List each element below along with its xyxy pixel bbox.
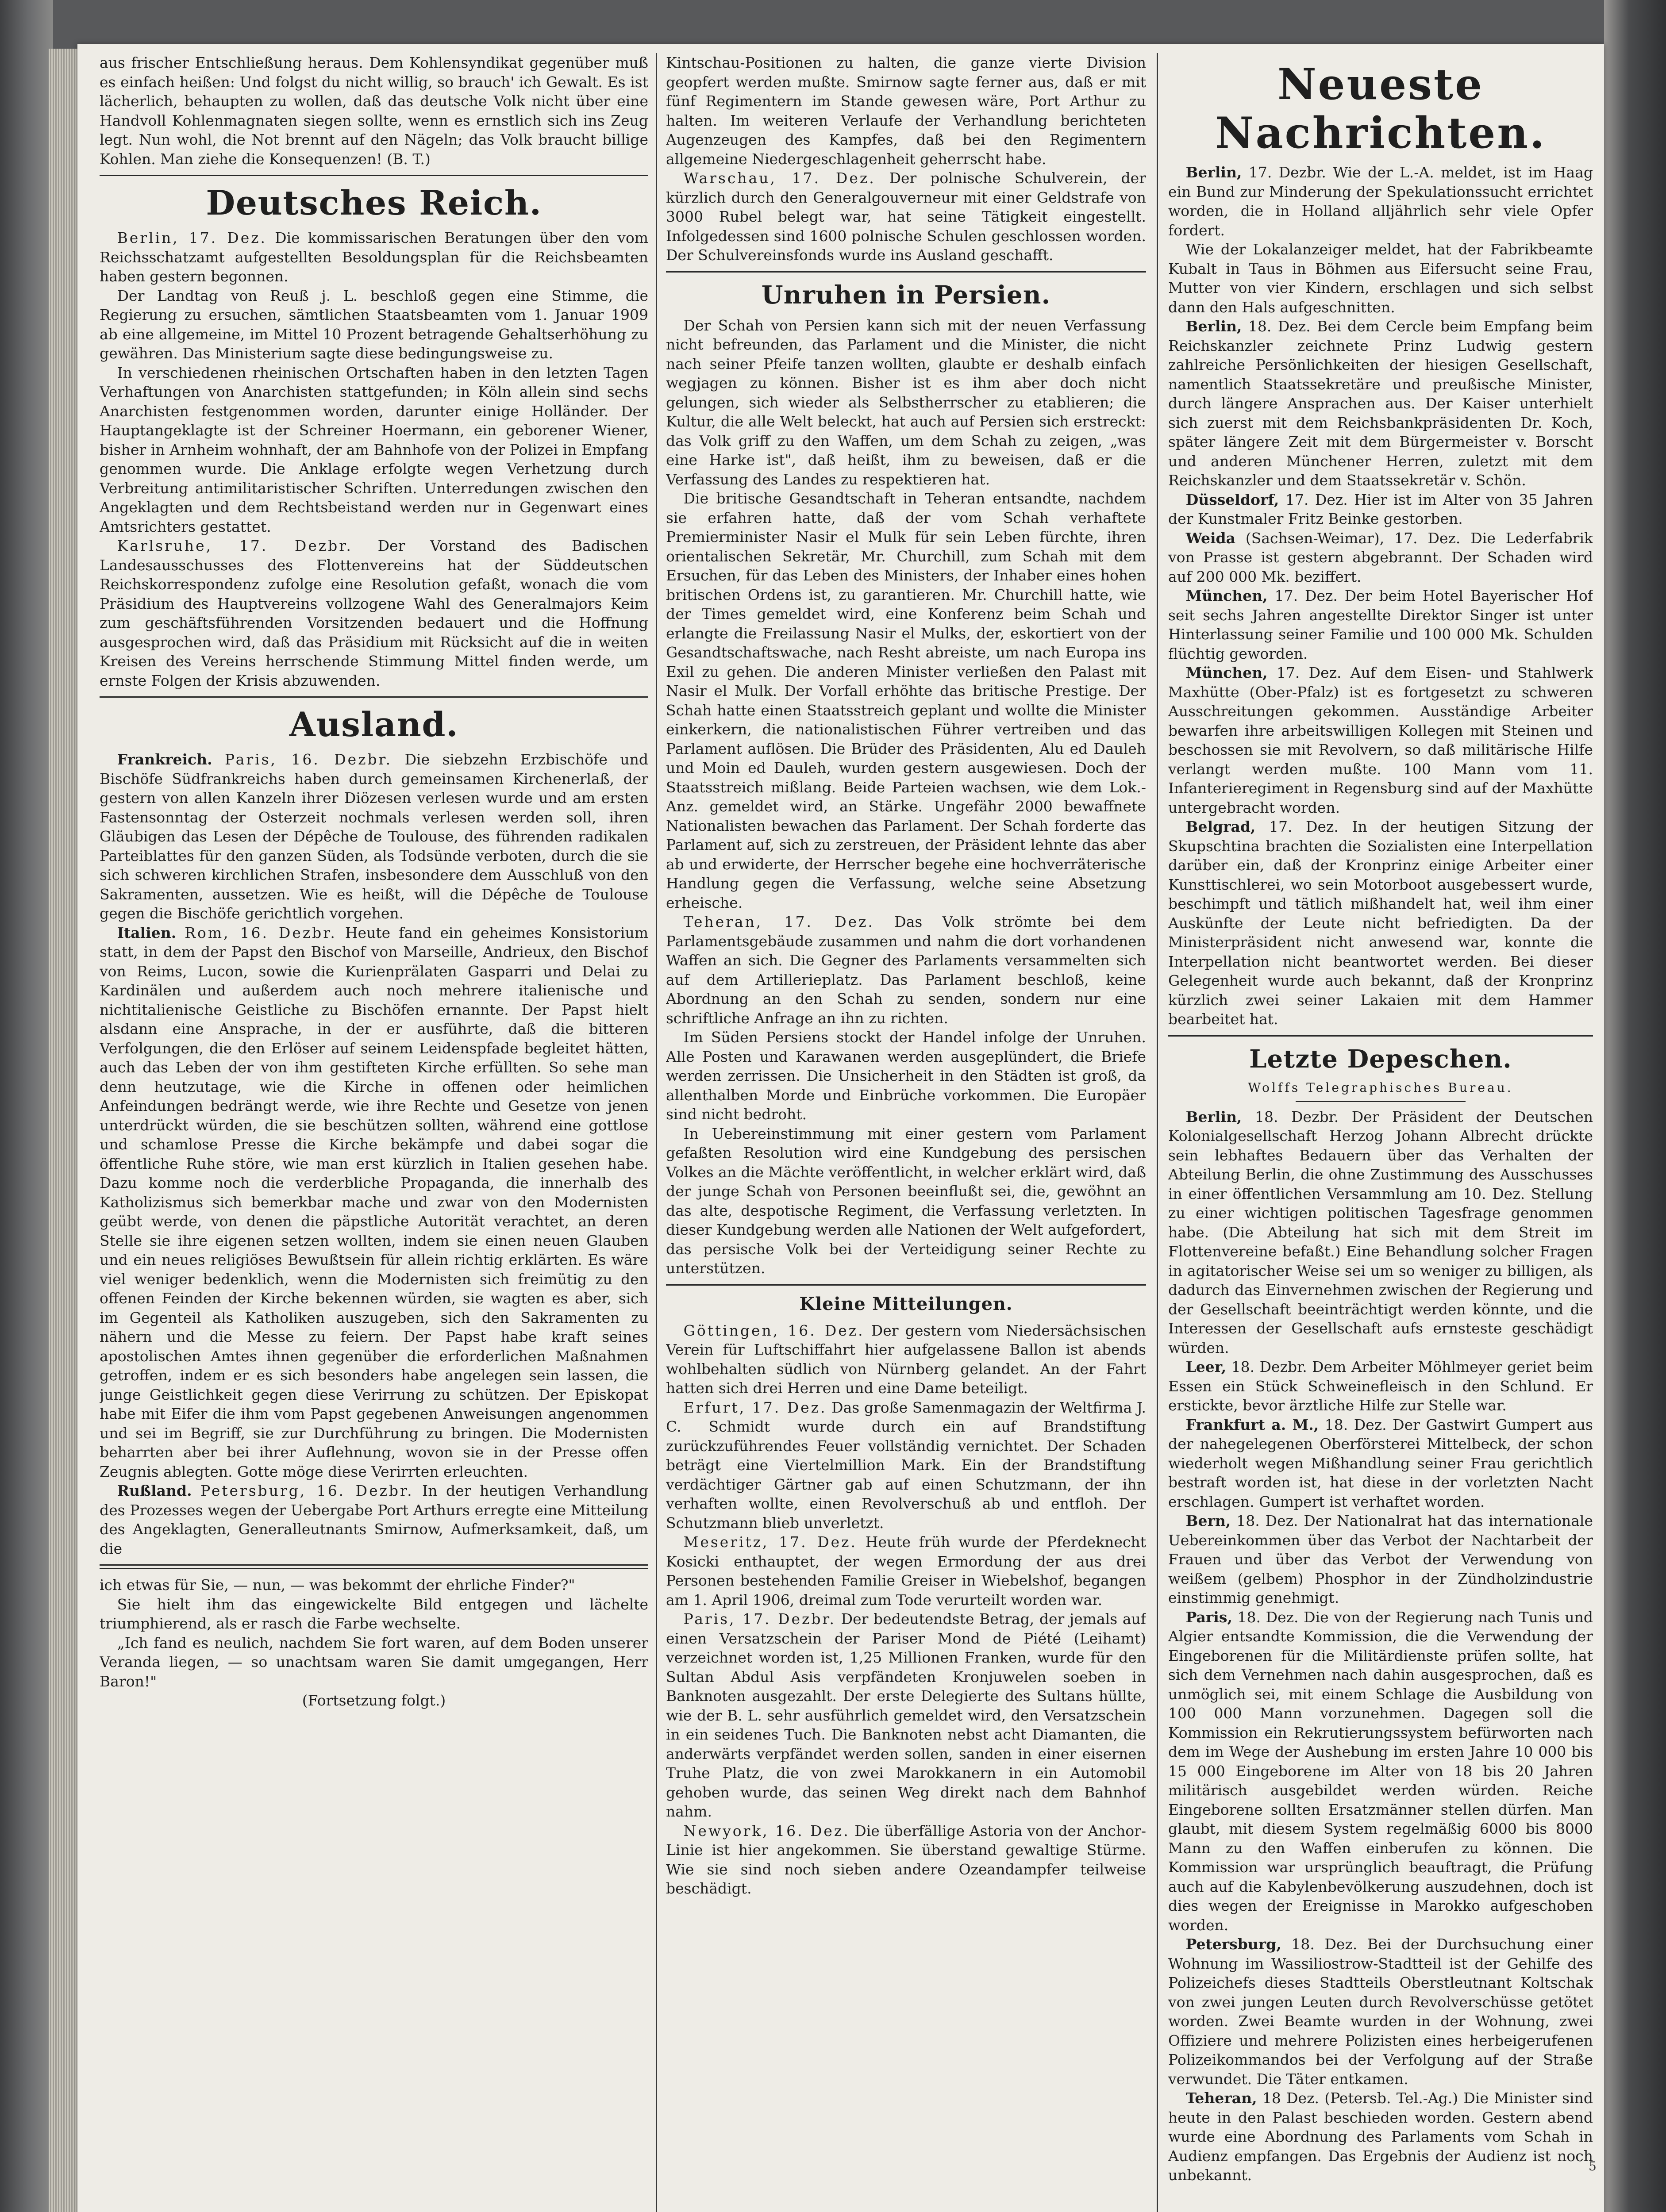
column-rule-2 — [1157, 53, 1158, 2212]
meseritz-item: Meseritz, 17. Dez. Heute früh wurde der Pferdeknecht Kosicki enthauptet, der wegen Ermordung der aus drei Personen bestehenden Familie Greiser in Wiebelshof, begangen am 1. April 1906, dreimal zum Tode verurteilt worden war. — [666, 1533, 1146, 1609]
news-item: Berlin, 18. Dez. Bei dem Cercle beim Empfang beim Reichskanzler zeichnete Prinz Ludwig gestern zahlreiche Persönlichkeiten der hiesigen Gesellschaft, namentlich Staatssekretäre und preußische Minister, durch längere Ansprachen aus. Der Kaiser unterhielt sich zuerst mit dem Reichsbankpräsidenten Dr. Koch, später längere Zeit mit dem Bürgermeister v. Borscht und anderen Münchener Herren, zuletzt mit dem Reichskanzler und dem Staatssekretär v. Schön. — [1168, 318, 1593, 489]
fortsetzung-note: (Fortsetzung folgt.) — [302, 1692, 446, 1709]
wolff-bureau-credit: Wolffs Telegraphisches Bureau. — [1248, 1080, 1513, 1095]
section-heading-ausland: Ausland. — [289, 705, 459, 744]
ausland-frankreich-item: Frankreich. Paris, 16. Dezbr. Die siebzehn Erzbischöfe und Bischöfe Südfrankreichs haben durch gemeinsamen Kirchenerlaß, der gestern von allen Kanzeln ihrer Diözesen verlesen wurde und am ersten Fastensonntag der Osterzeit nochmals verlesen werden soll, ihren Gläubigen das Lesen der Dépêche de Toulouse, des führenden radikalen Parteiblattes für den ganzen Süden, als Todsünde verboten, durch die sie sich schweren kirchlichen Strafen, insbesondere dem Ausschluß von den Sakramenten, aussetzen. Wie es heißt, will die Dépêche de Toulouse gegen die Bischöfe gerichtlich vorgehen. — [100, 751, 648, 922]
newyork-item: Newyork, 16. Dez. Die überfällige Astoria von der Anchor-Linie ist hier angekommen. Sie überstand gewaltige Stürme. Wie sie sind noch sieben andere Ozeandampfer teilweise beschädigt. — [666, 1822, 1146, 1897]
reich-berlin-item: Berlin, 17. Dez. Die kommissarischen Beratungen über den vom Reichsschatzamt aufgestellten Besoldungsplan für die Reichsbeamten haben gestern begonnen. — [100, 229, 648, 285]
page-marker: 5 — [1589, 2159, 1597, 2174]
news-item: Weida (Sachsen-Weimar), 17. Dez. Die Lederfabrik von Prasse ist gestern abgebrannt. Der Schaden wird auf 200 000 Mk. beziffert. — [1168, 529, 1593, 585]
paris-item: Paris, 17. Dezbr. Der bedeutendste Betrag, der jemals auf einen Versatzschein der Pariser Mond de Piété (Leihamt) verzeichnet worden ist, 1,25 Millionen Franken, wurde für den Sultan Abdul Asis verpfändeten Kronjuwelen soeben in Banknoten ausgezahlt. Der erste Delegierte des Sultans hüllte, wie der B. L. sehr ausführlich gemeldet wird, den Versatzschein in ein seidenes Tuch. Die Banknoten nebst acht Diamanten, die anderwärts verpfändet werden sollen, sanden in einer eisernen Truhe Platz, die von zwei Marokkanern in ein Automobil gehoben wurde, das seinen Weg direkt nach dem Bahnhof nahm. — [666, 1610, 1146, 1820]
feuilleton-paragraph: „Ich fand es neulich, nachdem Sie fort waren, auf dem Boden unserer Veranda liegen, — so unachtsam waren Sie damit umgegangen, Herr Baron!" — [100, 1634, 648, 1690]
news-item: Berlin, 17. Dezbr. Wie der L.-A. meldet, ist im Haag ein Bund zur Minderung der Spekulationssucht errichtet worden, die in Holland alljährlich sehr viele Opfer fordert. — [1168, 164, 1593, 239]
reich-rhein-item: In verschiedenen rheinischen Ortschaften haben in den letzten Tagen Verhaftungen von Anarchisten stattgefunden; in Köln allein sind sechs Anarchisten festgenommen worden, darunter einige Holländer. Der Hauptangeklagte ist der Schreiner Hoermann, ein geborener Wiener, bisher in Arnheim wohnhaft, der am Bahnhofe von der Polizei in Empfang genommen wurde. Die Anklage erfolgte wegen Verhetzung durch Verbreitung antimilitaristischer Schriften. Unterredungen zwischen den Angeklagten und dem Rechtsbeistand werden nur in Gegenwart eines Amtsrichters gestattet. — [100, 364, 648, 535]
kohlen-article-end: aus frischer Entschließung heraus. Dem Kohlensyndikat gegenüber muß es einfach heißen: Und folgst du nicht willig, so brauch' ich Gewalt. Es ist lächerlich, behaupten zu wollen, daß das deutsche Volk nicht über eine Handvoll Kohlenmagnaten siegen sollte, wenn es ernstlich sich ins Zeug legt. Nun wohl, die Not brennt auf den Nägeln; das Volk braucht billige Kohlen. Man ziehe die Konsequenzen! (B. T.) — [100, 54, 648, 168]
feuilleton-paragraph: ich etwas für Sie, — nun, — was bekommt der ehrliche Finder?" — [100, 1576, 575, 1594]
dateline: Berlin, 17. Dez. — [117, 229, 267, 246]
column-rule-1 — [656, 53, 657, 2212]
depesche-item: Berlin, 18. Dezbr. Der Präsident der Deutschen Kolonialgesellschaft Herzog Johann Albrecht drückte sein lebhaftes Bedauern über das Verhalten der Abteilung Berlin, die ohne Zustimmung des Ausschusses in einer öffentlichen Versammlung am 10. Dez. Stellung zu einer wichtigen politischen Tagesfrage genommen habe. (Die Abteilung hat sich mit dem Streit im Flottenvereine befaßt.) Eine Behandlung solcher Fragen in agitatorischer Weise sei um so weniger zu billigen, als dadurch das Einvernehmen zwischen der Regierung und der Gesellschaft beeinträchtigt werden könnte, und die Interessen der Gesellschaft aufs ernsteste geschädigt würden. — [1168, 1108, 1593, 1356]
depesche-item: Teheran, 18 Dez. (Petersb. Tel.-Ag.) Die Minister sind heute in den Palast beschieden worden. Gestern abend wurde eine Abordnung des Parlaments vom Schah in Audienz empfangen. Das Ergebnis der Audienz ist noch unbekannt. — [1168, 2089, 1593, 2184]
reich-karlsruhe-item: Karlsruhe, 17. Dezbr. Der Vorstand des Badischen Landesausschusses des Flottenvereins hat der Süddeutschen Reichskorrespondenz zufolge eine Resolution gefaßt, wonach die vom Präsidium des Hauptvereins vollzogene Wahl des Generalmajors Keim zum geschäftsführenden Vorsitzenden bedauert und die Hoffnung ausgesprochen wird, daß das Präsidium mit Rücksicht auf die in weiten Kreisen des Vereins herrschende Stimmung Mittel finden werde, um ernste Folgen der Krisis abzuwenden. — [100, 537, 648, 689]
goettingen-item: Göttingen, 16. Dez. Der gestern vom Niedersächsischen Verein für Luftschiffahrt hier aufgelassene Ballon ist abends wohlbehalten südlich von Nürnberg gelandet. An der Fahrt hatten sich drei Herren und eine Dame beteiligt. — [666, 1321, 1146, 1397]
news-item: Düsseldorf, 17. Dez. Hier ist im Alter von 35 Jahren der Kunstmaler Fritz Beinke gestorben. — [1168, 491, 1593, 527]
column-2 — [666, 53, 1146, 2212]
feuilleton-paragraph: Sie hielt ihm das eingewickelte Bild entgegen und lächelte triumphierend, als er rasch die Farbe wechselte. — [100, 1595, 648, 1632]
section-heading-deutsches-reich: Deutsches Reich. — [206, 183, 542, 223]
divider — [100, 175, 648, 176]
depesche-item: Petersburg, 18. Dez. Bei der Durchsuchung einer Wohnung im Wassiliostrow-Stadtteil ist der Gehilfe des Polizeichefs dieses Stadtteils Oberstleutnant Koltschak von zwei jungen Leuten durch Revolverschüsse getötet worden. Zwei Beamte wurden in der Wohnung, zwei Offiziere und mehrere Polizisten eines herbeigerufenen Polizeikommandos bei der Verfolgung auf der Straße verwundet. Die Täter entkamen. — [1168, 1936, 1593, 2088]
column-1 — [100, 53, 648, 2212]
ausland-italien-item: Italien. Rom, 16. Dezbr. Heute fand ein geheimes Konsistorium statt, in dem der Papst den Bischof von Marseille, Andrieux, den Bischof von Reims, Lucon, sowie die Kurienprälaten Gasparri und Delai zu Kardinälen und außerdem auch noch mehrere italienische und nichtitalienische Geistliche zu Bischöfen ernannte. Der Papst hielt alsdann eine Ansprache, in der er ausführte, daß die bitteren Verfolgungen, die den Erlöser auf seinem Leidenspfade begleitet hätten, auch das Leben der von ihm gestifteten Kirche erfüllten. So sehe man denn heutzutage, wie die Kirche in offenen oder heimlichen Anfeindungen bedrängt werde, wie ihre Rechte und Gesetze von jenen unterdrückt würden, die sie beschützen sollten, während eine gottlose und schamlose Presse die Kirche bekämpfe und dabei sogar die öffentliche Ruhe störe, wie man erst kürzlich in Italien gesehen habe. Dazu komme noch die verderbliche Propaganda, die innerhalb des Katholizismus sich bemerkbar mache und zwar von den Modernisten geübt werde, von denen die päpstliche Autorität verachtet, an deren Stelle sie ihre eigenen setzen wollten, indem sie einen neuen Glauben und ein neues religiöses Bewußtsein für allein richtig erklärten. Es wäre viel weniger bedenklich, wenn die Modernisten sich freimütig zu den offenen Feinden der Kirche bekennen würden, sie wagten es aber, sich im Gegenteil als Katholiken auszugeben, sich den Sakramenten zu nähern und die Messe zu feiern. Der Papst habe kraft seines apostolischen Amtes ihnen gegenüber die erforderlichen Maßnahmen getroffen, indem er es sich besonders habe angelegen sein lassen, die junge Geistlichkeit gegen diese Verirrung zu schützen. Der Episkopat habe mit Eifer die ihm vom Papst gegebenen Anweisungen angenommen und sei im Begriff, sie zur Durchführung zu bringen. Die Modernisten beharrten aber bei ihrer Auflehnung, wovon sie in der Presse offen Zeugnis ablegten. Gotte möge diese Verirrten erleuchten. — [100, 924, 648, 1480]
section-heading-neueste-nachrichten: Neueste Nachrichten. — [1215, 59, 1547, 158]
section-heading-letzte-depeschen: Letzte Depeschen. — [1249, 1044, 1512, 1074]
dateline: Karlsruhe, 17. Dezbr. — [117, 537, 353, 554]
feuilleton-divider — [100, 1564, 648, 1569]
scan-right-edge — [1604, 0, 1666, 2212]
depesche-item: Leer, 18. Dezbr. Dem Arbeiter Möhlmeyer geriet beim Essen ein Stück Schweinefleisch in den Schlund. Er erstickte, bevor ärztliche Hilfe zur Stelle war. — [1168, 1358, 1593, 1414]
persien-paragraph: Im Süden Persiens stockt der Handel infolge der Unruhen. Alle Posten und Karawanen werden ausgeplündert, die Briefe werden zerrissen. Die Unsicherheit in den Städten ist groß, da allenthalben Morde und Einbrüche vorkommen. Die Europäer sind nicht bedroht. — [666, 1029, 1146, 1123]
teheran-item: Teheran, 17. Dez. Das Volk strömte bei dem Parlamentsgebäude zusammen und nahm die dort vorhandenen Waffen an sich. Die Gegner des Parlaments versammelten sich auf dem Artillerieplatz. Das Parlament beschloß, keine Abordnung an den Schah zu senden, sondern nur eine schriftliche Anfrage an ihn zu richten. — [666, 913, 1146, 1027]
news-item: Wie der Lokalanzeiger meldet, hat der Fabrikbeamte Kubalt in Taus in Böhmen aus Eifersucht seine Frau, Mutter von vier Kindern, erschlagen und sich selbst dann den Hals aufgeschnitten. — [1168, 241, 1593, 316]
erfurt-item: Erfurt, 17. Dez. Das große Samenmagazin der Weltfirma J. C. Schmidt wurde durch ein auf Brandstiftung zurückzuführendes Feuer vollständig vernichtet. Der Schaden beträgt eine Viertelmillion Mark. Ein der Brandstiftung verdächtiger Gärtner gab auf einen Schutzmann, der ihn verhaften wollte, einen Revolverschuß ab und entfloh. Der Schutzmann blieb unverletzt. — [666, 1398, 1146, 1532]
news-item: München, 17. Dez. Auf dem Eisen- und Stahlwerk Maxhütte (Ober-Pfalz) ist es fortgesetzt zu schweren Ausschreitungen gekommen. Ausständige Arbeiter bewarfen ihre arbeitswilligen Kollegen mit Steinen und beschossen sie mit Revolvern, so daß militärische Hilfe verlangt werden mußte. 100 Mann vom 11. Infanterieregiment in Regensburg sind auf der Maxhütte untergebracht worden. — [1168, 664, 1593, 816]
persien-paragraph: Die britische Gesandtschaft in Teheran entsandte, nachdem sie erfahren hatte, daß der vom Schah verhaftete Premierminister Nasir el Mulk für sein Leben fürchte, ihren orientalischen Sekretär, Mr. Churchill, zum Schah mit dem Ersuchen, für das Leben des Ministers, der Inhaber eines hohen britischen Ordens ist, zu garantieren. Mr. Churchill hatte, wie der Times gemeldet wird, eine Konferenz beim Schah und erlangte die Freilassung Nasir el Mulks, der, eskortiert von der Gesandtschaftswache, nach Resht abreiste, um nach Europa ins Exil zu gehen. Die anderen Minister verließen den Palast mit Nasir el Mulk. Der Vorfall erhöhte das britische Prestige. Der Schah hatte einen Staatsstreich geplant und wollte die Minister einkerkern, die nationalistischen Führer vertreiben und das Parlament auflösen. Die Brüder des Präsidenten, Alu ed Dauleh und Moin ed Dauleh, wurden gestern ausgewiesen. Doch der Staatsstreich mißlang. Beide Parteien wachsen, wie dem Lok.-Anz. gemeldet wird, an Stärke. Ungefähr 2000 bewaffnete Nationalisten bewachen das Parlament. Der Schah forderte das Parlament auf, sich zu zerstreuen, der Präsident lehnte das aber ab und erwiderte, der Herrscher begehe eine hochverräterische Handlung gegen die Verfassung, welche seine Absetzung erheische. — [666, 490, 1146, 911]
russland-continued: Kintschau-Positionen zu halten, die ganze vierte Division geopfert werden mußte. Smirnow sagte ferner aus, daß er mit fünf Regimentern im Stande gewesen wäre, Port Arthur zu halten. Im weiteren Verlaufe der Verhandlung berichteten Augenzeugen des Kampfes, daß bei den Regimentern allgemeine Niedergeschlagenheit geherrscht habe. — [666, 54, 1146, 168]
divider — [1168, 1035, 1593, 1037]
divider — [666, 271, 1146, 273]
persien-paragraph: Der Schah von Persien kann sich mit der neuen Verfassung nicht befreunden, das Parlament und die Minister, die nicht nach seiner Pfeife tanzen wollten, glaubte er deshalb einfach wegjagen zu können. Bisher ist es ihm aber doch nicht gelungen, sich wieder als Selbstherrscher zu etablieren; die Kultur, die alle Welt beleckt, hat auch auf Persien sich erstreckt: das Volk griff zu den Waffen, um dem Schah zu zeigen, „was eine Harke ist", daß heißt, ihm zu beweisen, daß er die Verfassung des Landes zu respektieren hat. — [666, 316, 1146, 488]
news-item: München, 17. Dez. Der beim Hotel Bayerischer Hof seit sechs Jahren angestellte Direktor Singer ist unter Hinterlassung seiner Familie und 100 000 Mk. Schulden flüchtig geworden. — [1168, 587, 1593, 662]
ausland-russland-item: Rußland. Petersburg, 16. Dezbr. In der heutigen Verhandlung des Prozesses wegen der Uebergabe Port Arthurs erregte eine Mitteilung des Angeklagten, Generalleutnants Smirnow, Aufmerksamkeit, daß, um die — [100, 1482, 648, 1557]
reich-reuss-item: Der Landtag von Reuß j. L. beschloß gegen eine Stimme, die Regierung zu ersuchen, sämtlichen Staatsbeamten vom 1. Januar 1909 ab eine allgemeine, im Mittel 10 Prozent betragende Gehaltserhöhung zu gewähren. Das Ministerium sagte diese bedingungsweise zu. — [100, 287, 648, 362]
divider — [666, 1284, 1146, 1286]
depesche-item: Frankfurt a. M., 18. Dez. Der Gastwirt Gumpert aus der nahegelegenen Oberförsterei Mittelbeck, der schon wiederholt wegen Mißhandlung seiner Frau gerichtlich bestraft worden ist, hat diese in der vorletzten Nacht erschlagen. Gumpert ist verhaftet worden. — [1168, 1416, 1593, 1510]
depesche-item: Bern, 18. Dez. Der Nationalrat hat das internationale Uebereinkommen über das Verbot der Nachtarbeit der Frauen und über das Verbot der Verwendung von weißem (gelbem) Phosphor in der Zündholzindustrie einstimmig genehmigt. — [1168, 1512, 1593, 1606]
scan-left-edge — [0, 0, 53, 2212]
section-heading-kleine-mitteilungen: Kleine Mitteilungen. — [799, 1293, 1013, 1314]
persien-paragraph: In Uebereinstimmung mit einer gestern vom Parlament gefaßten Resolution wird eine Kundgebung des persischen Volkes an die Mächte veröffentlicht, in welcher erklärt wird, daß der junge Schah von Personen beeinflußt sei, die, gewöhnt an das alte, despotische Regiment, die Verfassung verletzten. In dieser Kundgebung werden alle Nationen der Welt aufgefordert, das persische Volk bei der Verteidigung seiner Rechte zu unterstützen. — [666, 1125, 1146, 1277]
divider — [100, 696, 648, 698]
warschau-item: Warschau, 17. Dez. Der polnische Schulverein, der kürzlich durch den Generalgouverneur mit einer Geldstrafe von 3000 Rubel belegt war, hat seine Tätigkeit eingestellt. Infolgedessen sind 1600 polnische Schulen geschlossen worden. Der Schulvereinsfonds wurde ins Ausland geschafft. — [666, 169, 1146, 264]
divider — [1296, 1101, 1466, 1102]
section-heading-persien: Unruhen in Persien. — [761, 280, 1051, 310]
news-item: Belgrad, 17. Dez. In der heutigen Sitzung der Skupschtina brachten die Sozialisten eine Interpellation darüber ein, daß der Kronprinz einige Arbeiter einer Kunsttischlerei, wo sein Motorboot ausgebessert wurde, beschimpft und tätlich mißhandelt hat, weil ihm einer Auskünfte der Leute nicht befriedigten. Da der Ministerpräsident nicht anwesend war, konnte die Interpellation nicht beantwortet werden. Bei dieser Gelegenheit wurde auch bekannt, daß der Kronprinz kürzlich zwei seiner Lakaien mit dem Hammer bearbeitet hat. — [1168, 818, 1593, 1028]
column-3 — [1168, 53, 1593, 2212]
depesche-item: Paris, 18. Dez. Die von der Regierung nach Tunis und Algier entsandte Kommission, die die Verwendung der Eingeborenen für die Militärdienste prüfen sollte, hat sich dem Vernehmen nach dahin ausgesprochen, daß es unmöglich sei, mit einem Schlage die Ausbildung von 100 000 Mann vorzunehmen. Dagegen soll die Kommission ein Rekrutierungssystem befürworten nach dem im Wege der Aushebung im ersten Jahre 10 000 bis 15 000 Eingeborene im Alter von 18 bis 20 Jahren militärisch ausgebildet werden würden. Reiche Eingeborene sollten Ersatzmänner stellen dürfen. Man glaubt, mit diesem System regelmäßig 6000 bis 8000 Mann zu den Waffen einberufen zu können. Die Kommission war ursprünglich beauftragt, die Prüfung auch auf die Kabylenbevölkerung auszudehnen, doch ist dies wegen der Ereignisse in Marokko aufgeschoben worden. — [1168, 1608, 1593, 1934]
